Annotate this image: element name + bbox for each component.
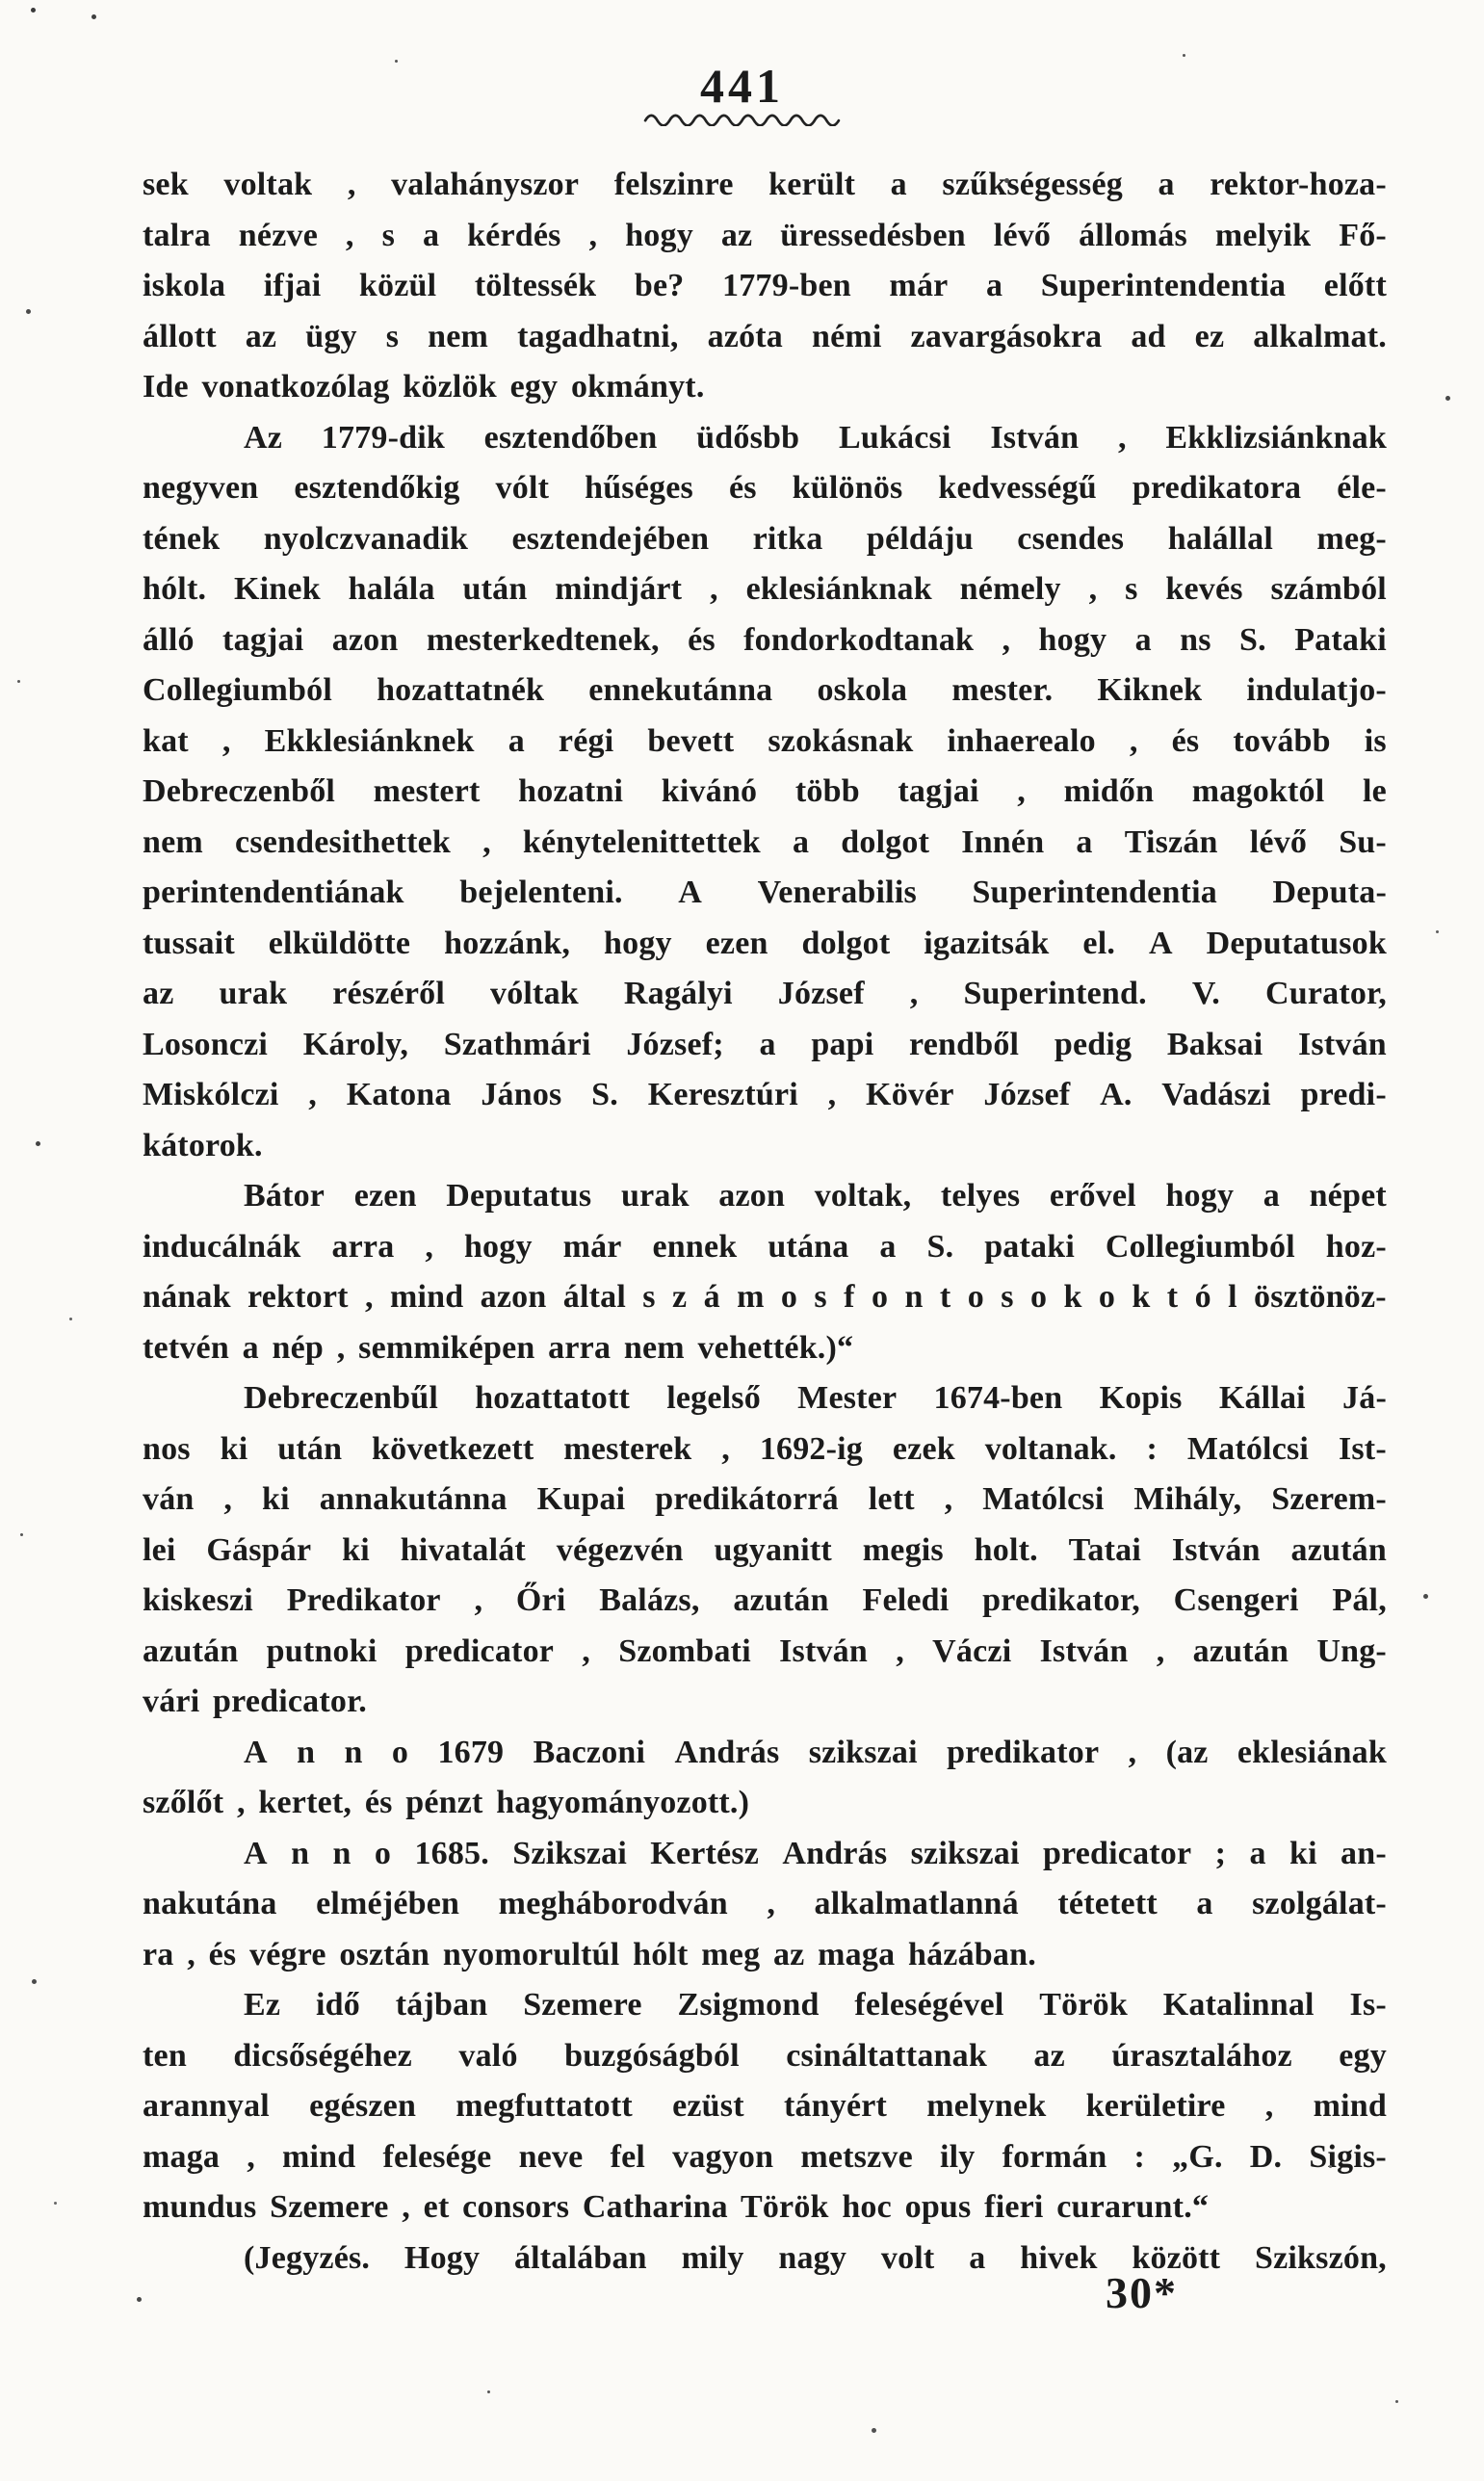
text-line: Collegiumból hozattatnék ennekutánna oskola mester. Kiknek indulatjo- bbox=[143, 672, 1387, 708]
signature-mark: 30* bbox=[1106, 2268, 1178, 2317]
text-line: kat , Ekklesiánknek a régi bevett szokásnak inhaerealo , és tovább is bbox=[143, 722, 1387, 759]
text-line: Miskólczi , Katona János S. Keresztúri , Kövér József A. Vadászi predi- bbox=[143, 1077, 1387, 1112]
text-line: mundus Szemere , et consors Catharina Török hoc opus fieri curarunt.“ bbox=[143, 2189, 1210, 2225]
text-line: szőlőt , kertet, és pénzt hagyományozott.) bbox=[143, 1785, 750, 1820]
text-line: Debreczenből mestert hozatni kivánó több tagjai , midőn magoktól le bbox=[143, 773, 1387, 809]
text-line: nakutána elméjében megháborodván , alkalmatlanná tétetett a szolgálat- bbox=[143, 1886, 1387, 1921]
text-line: maga , mind felesége neve fel vagyon metszve ily formán : „G. D. Sigis- bbox=[143, 2138, 1387, 2175]
text-line: nának rektort , mind azon által s z á m o s f o n t o s o k o k t ó l ösztönöz- bbox=[143, 1279, 1387, 1315]
text-line: azután putnoki predicator , Szombati István , Váczi István , azután Ung- bbox=[143, 1632, 1387, 1669]
text-line: kiskeszi Predikator , Őri Balázs, azután Feledi predikator, Csengeri Pál, bbox=[143, 1582, 1387, 1618]
text-line: ra , és végre osztán nyomorultúl hólt meg az maga házában. bbox=[143, 1936, 1036, 1972]
text-line: Losonczi Károly, Szathmári József; a papi rendből pedig Baksai István bbox=[143, 1026, 1387, 1062]
text-line: (Jegyzés. Hogy általában mily nagy volt a hivek között Szikszón, bbox=[244, 2239, 1387, 2276]
text-block bbox=[143, 160, 1387, 2284]
text-line: tének nyolczvanadik esztendejében ritka példáju csendes halállal meg- bbox=[143, 520, 1387, 557]
text-line: nos ki után következett mesterek , 1692-ig ezek voltanak. : Matólcsi Ist- bbox=[143, 1430, 1387, 1467]
text-line: kátorok. bbox=[143, 1127, 263, 1163]
text-line: arannyal egészen megfuttatott ezüst tányért melynek kerületire , mind bbox=[143, 2088, 1387, 2124]
text-line: inducálnák arra , hogy már ennek utána a S. pataki Collegiumból hoz- bbox=[143, 1228, 1387, 1265]
text-line: perintendentiának bejelenteni. A Venerabilis Superintendentia Deputa- bbox=[143, 875, 1387, 910]
text-line: Debreczenbűl hozattatott legelső Mester 1674-ben Kopis Kállai Já- bbox=[244, 1380, 1387, 1416]
text-line: Az 1779-dik esztendőben üdősbb Lukácsi István , Ekklizsiánknak bbox=[244, 419, 1387, 456]
text-line: nem csendesithettek , kénytelenittettek a dolgot Innén a Tiszán lévő Su- bbox=[143, 823, 1387, 860]
text-line: álló tagjai azon mesterkedtenek, és fondorkodtanak , hogy a ns S. Pataki bbox=[143, 621, 1387, 658]
text-line: hólt. Kinek halála után mindjárt , eklesiánknak némely , s kevés számból bbox=[143, 571, 1387, 607]
text-line: vári predicator. bbox=[143, 1684, 367, 1719]
text-line: Ide vonatkozólag közlök egy okmányt. bbox=[143, 369, 705, 405]
wavy-rule-icon bbox=[643, 109, 841, 126]
text-line: A n n o 1679 Baczoni András szikszai predikator , (az eklesiának bbox=[244, 1734, 1387, 1770]
text-line: iskola ifjai közül töltessék be? 1779-ben már a Superintendentia előtt bbox=[143, 268, 1387, 303]
text-line: ten dicsőségéhez való buzgóságból csináltattanak az úrasztalához egy bbox=[143, 2037, 1387, 2074]
text-line: lei Gáspár ki hivatalát végezvén ugyanitt megis holt. Tatai István azután bbox=[143, 1531, 1387, 1568]
scan-noise bbox=[0, 0, 3, 3]
text-line: talra nézve , s a kérdés , hogy az üressedésben lévő állomás melyik Fő- bbox=[143, 217, 1387, 253]
text-line: tussait elküldötte hozzánk, hogy ezen dolgot igazitsák el. A Deputatusok bbox=[143, 925, 1387, 961]
text-line: Bátor ezen Deputatus urak azon voltak, telyes erővel hogy a népet bbox=[244, 1178, 1387, 1214]
text-line: állott az ügy s nem tagadhatni, azóta némi zavargásokra ad ez alkalmat. bbox=[143, 318, 1387, 354]
text-line: Ez idő tájban Szemere Zsigmond feleségével Török Katalinnal Is- bbox=[244, 1987, 1387, 2023]
text-line: tetvén a nép , semmiképen arra nem vehették.)“ bbox=[143, 1329, 854, 1366]
text-line: negyven esztendőkig vólt hűséges és különös kedvességű predikatora éle- bbox=[143, 470, 1387, 506]
page-number: 441 bbox=[700, 59, 784, 113]
text-line: A n n o 1685. Szikszai Kertész András szikszai predicator ; a ki an- bbox=[244, 1835, 1387, 1871]
text-line: sek voltak , valahányszor felszinre került a szűkségesség a rektor-hoza- bbox=[143, 167, 1387, 202]
text-line: az urak részéről vóltak Ragályi József , Superintend. V. Curator, bbox=[143, 976, 1387, 1011]
text-line: ván , ki annakutánna Kupai predikátorrá lett , Matólcsi Mihály, Szerem- bbox=[143, 1481, 1387, 1517]
